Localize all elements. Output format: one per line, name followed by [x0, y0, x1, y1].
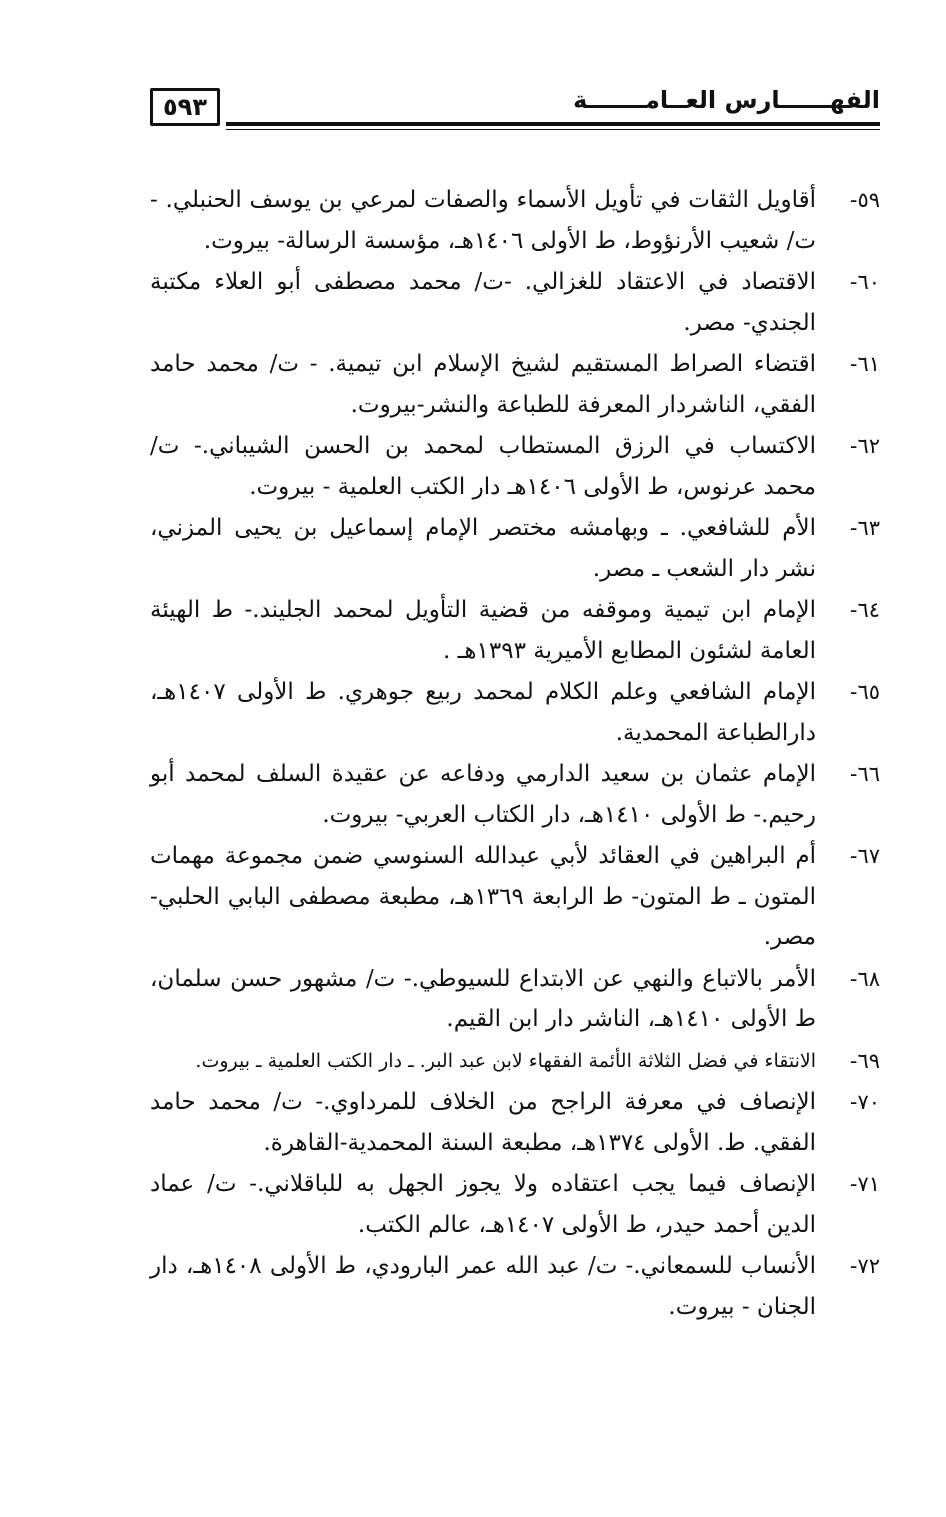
entry-number: ٧٢- — [849, 1254, 880, 1278]
bibliography-entry — [150, 836, 880, 958]
entry-number: ٥٩- — [849, 188, 880, 212]
entry-text: الأم للشافعي. ـ وبهامشه مختصر الإمام إسماعيل بن يحيى المزني، نشر دار الشعب ـ مصر. — [150, 515, 816, 582]
page-number: ٥٩٣ — [150, 88, 220, 126]
bibliography-entry — [150, 1246, 880, 1327]
bibliography-entry — [150, 590, 880, 671]
bibliography-entry — [150, 754, 880, 835]
entry-number: ٧٠- — [849, 1090, 880, 1114]
page-header — [150, 86, 880, 132]
bibliography-entry — [150, 344, 880, 425]
entry-text: الأنساب للسمعاني.- ت/ عبد الله عمر البارودي، ط الأولى ١٤٠٨هـ، دار الجنان - بيروت. — [150, 1253, 816, 1320]
header-rule — [226, 122, 880, 126]
bibliography-entry — [150, 262, 880, 343]
header-title: الفهــــــارس العــامـــــــة — [573, 86, 880, 114]
entry-text: الاقتصاد في الاعتقاد للغزالي. -ت/ محمد مصطفى أبو العلاء مكتبة الجندي- مصر. — [150, 269, 816, 336]
entry-text: أم البراهين في العقائد لأبي عبدالله السنوسي ضمن مجموعة مهمات المتون ـ ط المتون- ط الرابعة ١٣٦٩هـ، مطبعة مصطفى البابي الحلبي- مصر. — [150, 843, 817, 950]
entry-number: ٦٤- — [849, 598, 880, 622]
entry-number: ٦٠- — [849, 270, 880, 294]
entry-text: الإنصاف في معرفة الراجح من الخلاف للمرداوي.- ت/ محمد حامد الفقي. ط. الأولى ١٣٧٤هـ، مطبعة السنة المحمدية-القاهرة. — [150, 1089, 816, 1156]
entry-text: الانتقاء في فضل الثلاثة الأئمة الفقهاء لابن عبد البر. ـ دار الكتب العلمية ـ بيروت. — [195, 1049, 816, 1072]
bibliography-list — [150, 180, 880, 1328]
entry-text: الإمام ابن تيمية وموقفه من قضية التأويل لمحمد الجليند.- ط الهيئة العامة لشئون المطابع الأميرية ١٣٩٣هـ . — [150, 597, 816, 664]
entry-text: الإنصاف فيما يجب اعتقاده ولا يجوز الجهل به للباقلاني.- ت/ عماد الدين أحمد حيدر، ط الأولى ١٤٠٧هـ، عالم الكتب. — [150, 1171, 816, 1238]
entry-number: ٦٣- — [849, 516, 880, 540]
entry-number: ٦٧- — [849, 844, 880, 868]
bibliography-entry — [150, 1041, 880, 1082]
entry-number: ٦٨- — [849, 966, 880, 991]
bibliography-entry — [150, 508, 880, 589]
entry-text: الإمام عثمان بن سعيد الدارمي ودفاعه عن عقيدة السلف لمحمد أبو رحيم.- ط الأولى ١٤١٠هـ، دار الكتاب العربي- بيروت. — [150, 761, 816, 828]
entry-text: الأمر بالاتباع والنهي عن الابتداع للسيوطي.- ت/ مشهور حسن سلمان، ط الأولى ١٤١٠هـ، الناشر دار ابن القيم. — [150, 965, 816, 1032]
entry-text: الإمام الشافعي وعلم الكلام لمحمد ربيع جوهري. ط الأولى ١٤٠٧هـ، دارالطباعة المحمدية. — [150, 679, 816, 746]
bibliography-entry — [150, 1082, 880, 1163]
bibliography-entry — [150, 959, 880, 1040]
bibliography-entry — [150, 426, 880, 507]
entry-number: ٧١- — [849, 1172, 880, 1196]
entry-text: الاكتساب في الرزق المستطاب لمحمد بن الحسن الشيباني.- ت/ محمد عرنوس، ط الأولى ١٤٠٦هـ دار الكتب العلمية - بيروت. — [150, 433, 816, 500]
entry-text: اقتضاء الصراط المستقيم لشيخ الإسلام ابن تيمية. - ت/ محمد حامد الفقي، الناشردار المعرفة للطباعة والنشر-بيروت. — [150, 351, 816, 418]
entry-text: أقاويل الثقات في تأويل الأسماء والصفات لمرعي بن يوسف الحنبلي. - ت/ شعيب الأرنؤوط، ط الأولى ١٤٠٦هـ، مؤسسة الرسالة- بيروت. — [150, 187, 816, 254]
header-rule-thin — [226, 129, 880, 130]
entry-number: ٦٥- — [849, 680, 880, 704]
bibliography-entry — [150, 1164, 880, 1245]
entry-number: ٦٩- — [849, 1048, 880, 1073]
entry-number: ٦١- — [849, 352, 880, 376]
bibliography-entry — [150, 180, 880, 261]
entry-number: ٦٦- — [849, 762, 880, 786]
entry-number: ٦٢- — [849, 434, 880, 458]
bibliography-entry — [150, 672, 880, 753]
